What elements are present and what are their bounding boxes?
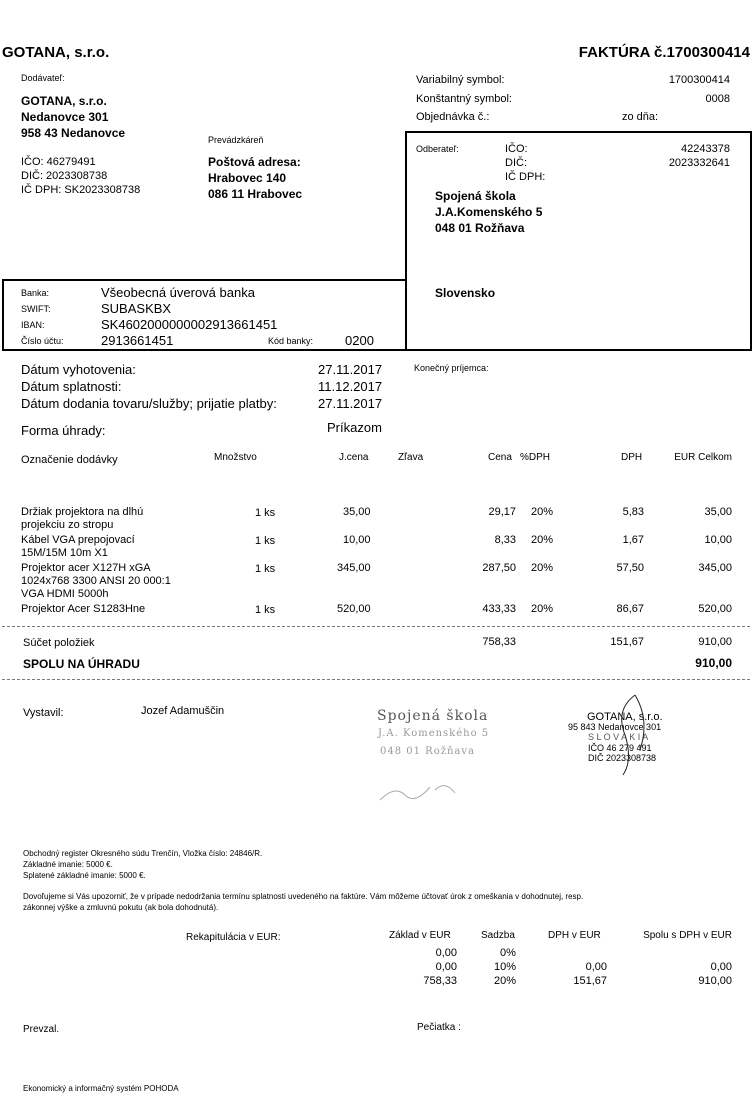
row-desc: 15M/15M 10m X1 xyxy=(21,547,108,559)
delivery-date-label: Dátum dodania tovaru/služby; prijatie platby: xyxy=(21,396,277,411)
establishment-label: Prevádzkáreň xyxy=(208,135,264,145)
delivery-date-value: 27.11.2017 xyxy=(318,396,383,411)
col-header-price: Cena xyxy=(488,452,512,463)
final-recipient-label: Konečný príjemca: xyxy=(414,363,489,373)
recap-total: 0,00 xyxy=(710,961,732,973)
register-line: Obchodný register Okresného súdu Trenčín, Vložka číslo: 24846/R. xyxy=(23,849,263,858)
stamp-label: Pečiatka : xyxy=(417,1022,461,1033)
due-date-value: 11.12.2017 xyxy=(318,379,383,394)
stamp-text: J.A. Komenského 5 xyxy=(378,728,490,739)
notice-line: Dovoľujeme si Vás upozorniť, že v prípade nedodržania termínu splatnosti uvedeného na faktúre. Vám môžeme účtovať úrok z omeškania v dohodnutej, resp. xyxy=(23,892,584,901)
sum-label: Súčet položiek xyxy=(23,637,95,649)
recap-header-total: Spolu s DPH v EUR xyxy=(643,930,732,941)
divider xyxy=(2,626,750,627)
order-date-label: zo dňa: xyxy=(622,111,659,123)
bank-code-label: Kód banky: xyxy=(268,336,314,346)
order-label: Objednávka č.: xyxy=(416,111,490,123)
company-title: GOTANA, s.r.o. xyxy=(2,44,110,61)
constant-symbol-value: 0008 xyxy=(705,93,730,105)
constant-symbol-label: Konštantný symbol: xyxy=(416,93,512,105)
row-total: 35,00 xyxy=(704,506,732,518)
customer-ico-value: 42243378 xyxy=(681,143,730,155)
postal-street: Hrabovec 140 xyxy=(208,171,287,185)
col-header-discount: Zľava xyxy=(398,452,424,463)
row-unit-price: 10,00 xyxy=(343,534,371,546)
customer-street: J.A.Komenského 5 xyxy=(435,205,543,219)
iban-value: SK4602000000002913661451 xyxy=(101,317,278,332)
row-desc: 1024x768 3300 ANSI 20 000:1 xyxy=(21,575,171,587)
divider xyxy=(2,679,750,680)
swift-label: SWIFT: xyxy=(21,304,51,314)
recap-header-base: Základ v EUR xyxy=(389,930,451,941)
supplier-label: Dodávateľ: xyxy=(21,73,65,83)
recap-total: 910,00 xyxy=(698,975,732,987)
recap-rate: 0% xyxy=(500,947,516,959)
col-header-item: Označenie dodávky xyxy=(21,454,118,466)
supplier-ico: IČO: 46279491 xyxy=(21,156,96,168)
col-header-vat-pct: %DPH xyxy=(520,452,551,463)
bank-value: Všeobecná úverová banka xyxy=(101,285,255,300)
stamp-text: 95 843 Nedanovce 301 xyxy=(568,722,662,732)
row-vat-pct: 20% xyxy=(531,603,554,615)
row-vat: 1,67 xyxy=(622,534,644,546)
row-vat: 86,67 xyxy=(616,603,644,615)
customer-ico-label: IČO: xyxy=(505,143,528,155)
system-footer: Ekonomický a informačný systém POHODA xyxy=(23,1084,179,1093)
recap-base: 0,00 xyxy=(435,947,457,959)
iban-label: IBAN: xyxy=(21,320,45,330)
row-total: 10,00 xyxy=(704,534,732,546)
customer-city: 048 01 Rožňava xyxy=(435,221,525,235)
row-desc: Kábel VGA prepojovací xyxy=(21,534,135,546)
row-price: 287,50 xyxy=(482,562,516,574)
bank-label: Banka: xyxy=(21,288,50,298)
recap-rate: 10% xyxy=(494,961,517,973)
account-value: 2913661451 xyxy=(101,333,174,348)
recap-rate: 20% xyxy=(494,975,517,987)
row-vat-pct: 20% xyxy=(531,562,554,574)
register-line: Splatené základné imanie: 5000 €. xyxy=(23,871,146,880)
grand-total-value: 910,00 xyxy=(695,656,732,670)
signature-scribble xyxy=(595,690,675,780)
bank-code-value: 0200 xyxy=(345,333,374,348)
swift-value: SUBASKBX xyxy=(101,301,172,316)
issue-date-value: 27.11.2017 xyxy=(318,362,383,377)
row-desc: Držiak projektora na dlhú xyxy=(21,506,144,518)
due-date-label: Dátum splatnosti: xyxy=(21,379,122,394)
row-vat-pct: 20% xyxy=(531,506,554,518)
sum-price: 758,33 xyxy=(482,636,516,648)
recap-base: 0,00 xyxy=(435,961,457,973)
customer-name: Spojená škola xyxy=(435,189,516,203)
supplier-icdph: IČ DPH: SK2023308738 xyxy=(21,184,141,196)
variable-symbol-value: 1700300414 xyxy=(668,74,730,86)
supplier-city: 958 43 Nedanovce xyxy=(21,126,126,140)
customer-dic-label: DIČ: xyxy=(505,157,527,169)
payment-form-value: Príkazom xyxy=(327,420,382,435)
row-unit-price: 520,00 xyxy=(337,603,371,615)
recap-vat: 0,00 xyxy=(585,961,607,973)
register-line: Základné imanie: 5000 €. xyxy=(23,860,113,869)
postal-label: Poštová adresa: xyxy=(208,155,301,169)
supplier-dic: DIČ: 2023308738 xyxy=(21,170,108,182)
col-header-vat: DPH xyxy=(621,452,643,463)
row-vat-pct: 20% xyxy=(531,534,554,546)
row-desc: VGA HDMI 5000h xyxy=(21,588,109,600)
row-price: 433,33 xyxy=(482,603,516,615)
row-desc: Projektor acer X127H xGA xyxy=(21,562,151,574)
customer-icdph-label: IČ DPH: xyxy=(505,171,546,183)
signature-scribble xyxy=(375,765,485,805)
variable-symbol-label: Variabilný symbol: xyxy=(416,74,505,86)
row-vat: 5,83 xyxy=(622,506,644,518)
postal-city: 086 11 Hrabovec xyxy=(208,187,303,201)
col-header-total: EUR Celkom xyxy=(674,452,732,463)
customer-dic-value: 2023332641 xyxy=(668,157,730,169)
row-qty: 1 ks xyxy=(255,604,276,616)
stamp-text: DIČ 2023308738 xyxy=(588,753,657,763)
customer-label: Odberateľ: xyxy=(416,144,459,154)
row-qty: 1 ks xyxy=(255,507,276,519)
row-qty: 1 ks xyxy=(255,563,276,575)
row-unit-price: 35,00 xyxy=(343,506,371,518)
issued-by-name: Jozef Adamuščin xyxy=(141,705,225,717)
issue-date-label: Dátum vyhotovenia: xyxy=(21,362,136,377)
stamp-text: S L O V A K I A xyxy=(588,732,649,742)
row-unit-price: 345,00 xyxy=(337,562,371,574)
received-label: Prevzal. xyxy=(23,1024,60,1035)
sum-vat: 151,67 xyxy=(610,636,644,648)
row-price: 29,17 xyxy=(488,506,516,518)
col-header-qty: Množstvo xyxy=(214,452,257,463)
issued-by-label: Vystavil: xyxy=(23,707,64,719)
customer-country: Slovensko xyxy=(435,286,496,300)
notice-line: zákonnej výške a zmluvnú pokutu (ak bola dohodnutá). xyxy=(23,903,219,912)
payment-form-label: Forma úhrady: xyxy=(21,423,106,438)
sum-total: 910,00 xyxy=(698,636,732,648)
grand-total-label: SPOLU NA ÚHRADU xyxy=(23,657,140,671)
row-total: 520,00 xyxy=(698,603,732,615)
recap-base: 758,33 xyxy=(423,975,457,987)
row-price: 8,33 xyxy=(494,534,516,546)
row-total: 345,00 xyxy=(698,562,732,574)
row-desc: projekciu zo stropu xyxy=(21,519,114,531)
supplier-street: Nedanovce 301 xyxy=(21,110,109,124)
recap-vat: 151,67 xyxy=(573,975,607,987)
row-qty: 1 ks xyxy=(255,535,276,547)
stamp-text: 048 01 Rožňava xyxy=(380,746,476,757)
recap-header-vat: DPH v EUR xyxy=(548,930,601,941)
col-header-unit-price: J.cena xyxy=(339,452,369,463)
stamp-text: GOTANA, s.r.o. xyxy=(587,711,663,723)
row-vat: 57,50 xyxy=(616,562,644,574)
recap-label: Rekapitulácia v EUR: xyxy=(186,932,281,943)
account-label: Číslo účtu: xyxy=(21,336,64,346)
invoice-title: FAKTÚRA č.1700300414 xyxy=(578,44,750,61)
recap-header-rate: Sadzba xyxy=(481,930,515,941)
row-desc: Projektor Acer S1283Hne xyxy=(21,603,146,615)
stamp-text: Spojená škola xyxy=(377,708,489,724)
stamp-text: IČO 46 279 491 xyxy=(588,743,652,753)
supplier-name: GOTANA, s.r.o. xyxy=(21,94,107,108)
